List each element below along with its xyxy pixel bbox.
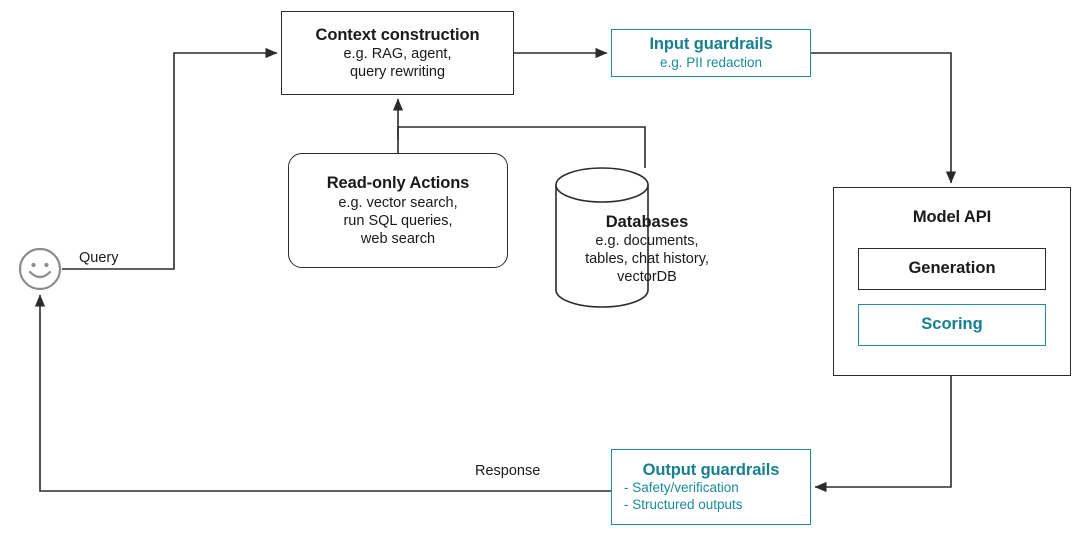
edge-label-query: Query xyxy=(79,250,119,266)
node-title: Output guardrails xyxy=(642,460,780,479)
edge-user-to-context xyxy=(62,53,277,269)
node-input-guardrails[interactable] xyxy=(611,29,811,77)
node-subtitle-line3: web search xyxy=(360,230,436,247)
node-output-guardrails[interactable] xyxy=(611,449,811,525)
edge-output-guardrails-to-user xyxy=(40,295,611,491)
node-title: Input guardrails xyxy=(649,35,773,54)
edge-input-guardrails-to-model xyxy=(811,53,951,183)
user-smiley-icon xyxy=(18,247,62,291)
node-subtitle-line2: query rewriting xyxy=(349,64,446,81)
node-subtitle-line2: - Structured outputs xyxy=(624,497,743,513)
node-title: Model API xyxy=(912,208,992,226)
edge-model-to-output-guardrails xyxy=(815,376,951,487)
node-subtitle-line2: run SQL queries, xyxy=(343,212,453,229)
node-subtitle-line2: tables, chat history, xyxy=(585,251,709,268)
node-databases-text xyxy=(585,190,709,287)
node-read-only-actions[interactable] xyxy=(288,153,508,268)
node-subtitle-line1: - Safety/verification xyxy=(624,480,739,496)
node-databases[interactable] xyxy=(552,168,742,308)
node-subtitle: e.g. PII redaction xyxy=(659,54,763,70)
edge-label-response: Response xyxy=(475,463,541,479)
node-context-construction[interactable] xyxy=(281,11,514,95)
node-subtitle-line1: e.g. vector search, xyxy=(338,194,458,211)
node-scoring[interactable]: Scoring xyxy=(858,304,1046,346)
node-model-api[interactable] xyxy=(833,187,1071,376)
node-subtitle-line1: e.g. RAG, agent, xyxy=(343,46,452,63)
node-subtitle-line3: vectorDB xyxy=(617,269,677,286)
node-title: Databases xyxy=(605,212,689,231)
node-subtitle-line1: e.g. documents, xyxy=(595,233,699,250)
node-title: Context construction xyxy=(315,25,480,44)
node-generation[interactable]: Generation xyxy=(858,248,1046,290)
node-title: Read-only Actions xyxy=(326,174,470,192)
